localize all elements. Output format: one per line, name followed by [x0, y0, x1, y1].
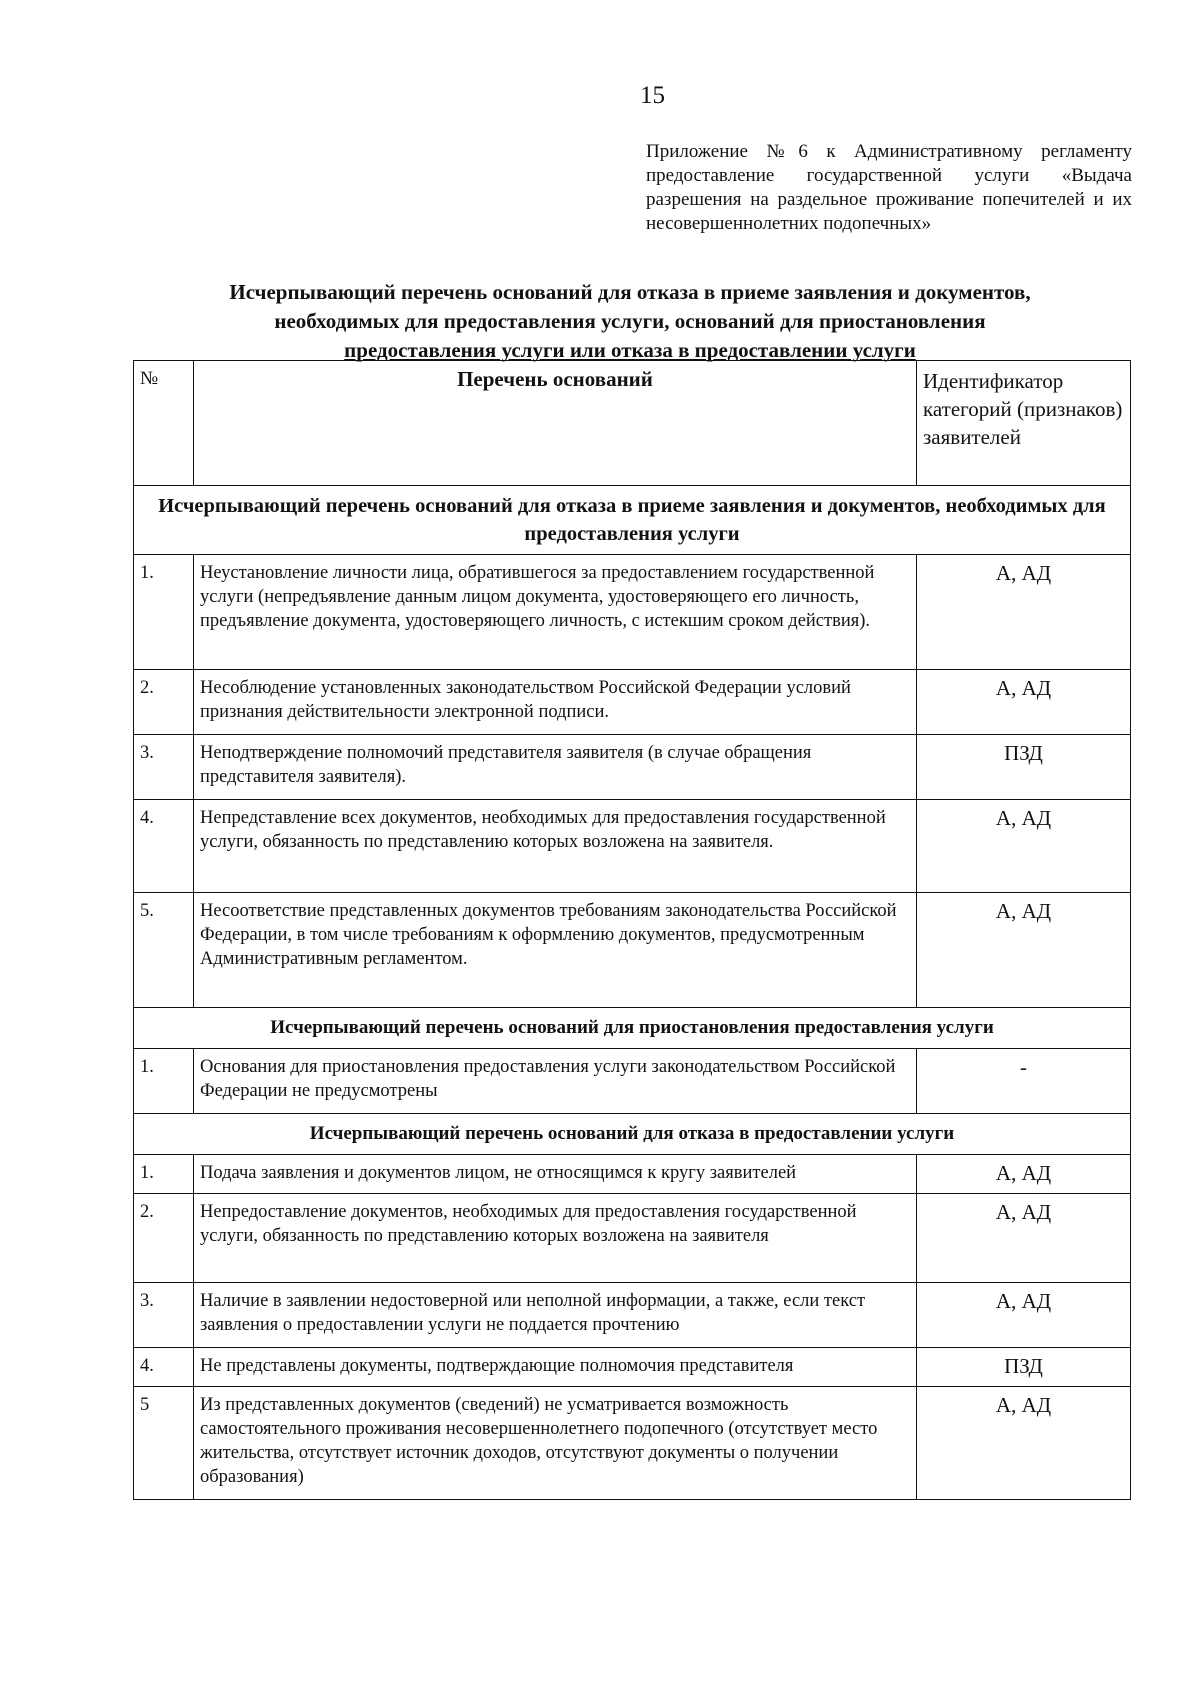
document-title: [130, 278, 1130, 365]
row-text: Несоблюдение установленных законодательством Российской Федерации условий признания действительности электронной подписи.: [194, 670, 917, 735]
table-row: [134, 1155, 1131, 1194]
row-number: 1.: [134, 555, 194, 670]
section-heading-row: [134, 1114, 1131, 1155]
header-title: Перечень оснований: [194, 361, 917, 486]
row-code: А, АД: [917, 893, 1131, 1008]
header-num: №: [134, 361, 194, 486]
row-number: 2.: [134, 670, 194, 735]
title-line-1: Исчерпывающий перечень оснований для отказа в приеме заявления и документов,: [229, 280, 1031, 304]
row-code: А, АД: [917, 1194, 1131, 1283]
row-number: 1.: [134, 1155, 194, 1194]
row-text: Неподтверждение полномочий представителя заявителя (в случае обращения представителя заявителя).: [194, 735, 917, 800]
appendix-note: Приложение №6 к Административному регламенту предоставление государственной услуги «Выдача разрешения на раздельное проживание попечителей и их несовершеннолетних подопечных»: [646, 141, 1132, 234]
row-number: 4.: [134, 800, 194, 893]
table-row: [134, 800, 1131, 893]
section-heading-row: [134, 1008, 1131, 1049]
row-number: 5: [134, 1387, 194, 1500]
row-code: А, АД: [917, 1155, 1131, 1194]
row-text: Непредставление всех документов, необходимых для предоставления государственной услуги, обязанность по представлению которых возложена на заявителя.: [194, 800, 917, 893]
row-text: Наличие в заявлении недостоверной или неполной информации, а также, если текст заявления о предоставлении услуги не поддается прочтению: [194, 1283, 917, 1348]
row-code: ПЗД: [917, 1348, 1131, 1387]
row-number: 1.: [134, 1049, 194, 1114]
row-number: 4.: [134, 1348, 194, 1387]
row-text: Неустановление личности лица, обратившегося за предоставлением государственной услуги (непредъявление данным лицом документа, удостоверяющего его личность, предъявление документа, удостоверяющего личность, с истекшим сроком действия).: [194, 555, 917, 670]
table-row: [134, 1348, 1131, 1387]
row-text: Из представленных документов (сведений) не усматривается возможность самостоятельного проживания несовершеннолетнего подопечного (отсутствует место жительства, отсутствует источник доходов, отсутствуют документы о получении образования): [194, 1387, 917, 1500]
table-row: [134, 1387, 1131, 1500]
section-heading: Исчерпывающий перечень оснований для отказа в приеме заявления и документов, необходимых для предоставления услуги: [134, 486, 1131, 555]
row-text: Непредоставление документов, необходимых для предоставления государственной услуги, обязанность по представлению которых возложена на заявителя: [194, 1194, 917, 1283]
row-text: Основания для приостановления предоставления услуги законодательством Российской Федерации не предусмотрены: [194, 1049, 917, 1114]
row-code: А, АД: [917, 555, 1131, 670]
row-text: Не представлены документы, подтверждающие полномочия представителя: [194, 1348, 917, 1387]
section-heading: Исчерпывающий перечень оснований для приостановления предоставления услуги: [134, 1008, 1131, 1049]
row-number: 5.: [134, 893, 194, 1008]
title-line-2: необходимых для предоставления услуги, оснований для приостановления: [274, 309, 986, 333]
row-number: 3.: [134, 1283, 194, 1348]
row-code: А, АД: [917, 1387, 1131, 1500]
row-number: 3.: [134, 735, 194, 800]
row-text: Подача заявления и документов лицом, не относящимся к кругу заявителей: [194, 1155, 917, 1194]
table-row: [134, 555, 1131, 670]
row-code: -: [917, 1049, 1131, 1114]
table-row: [134, 1049, 1131, 1114]
title-line-3: предоставления услуги или отказа в предоставлении услуги: [344, 338, 916, 362]
page-number: 15: [640, 82, 665, 109]
header-identifier: Идентификатор категорий (признаков) заявителей: [917, 361, 1131, 486]
row-text: Несоответствие представленных документов требованиям законодательства Российской Федерации, в том числе требованиям к оформлению документов, предусмотренным Административным регламентом.: [194, 893, 917, 1008]
table-row: [134, 735, 1131, 800]
row-code: А, АД: [917, 670, 1131, 735]
row-code: А, АД: [917, 800, 1131, 893]
row-code: А, АД: [917, 1283, 1131, 1348]
table-row: [134, 893, 1131, 1008]
row-code: ПЗД: [917, 735, 1131, 800]
table-row: [134, 670, 1131, 735]
row-number: 2.: [134, 1194, 194, 1283]
table-header-row: [134, 361, 1131, 486]
section-heading-row: [134, 486, 1131, 555]
section-heading: Исчерпывающий перечень оснований для отказа в предоставлении услуги: [134, 1114, 1131, 1155]
table-row: [134, 1283, 1131, 1348]
table-row: [134, 1194, 1131, 1283]
grounds-table: [133, 360, 1131, 1500]
